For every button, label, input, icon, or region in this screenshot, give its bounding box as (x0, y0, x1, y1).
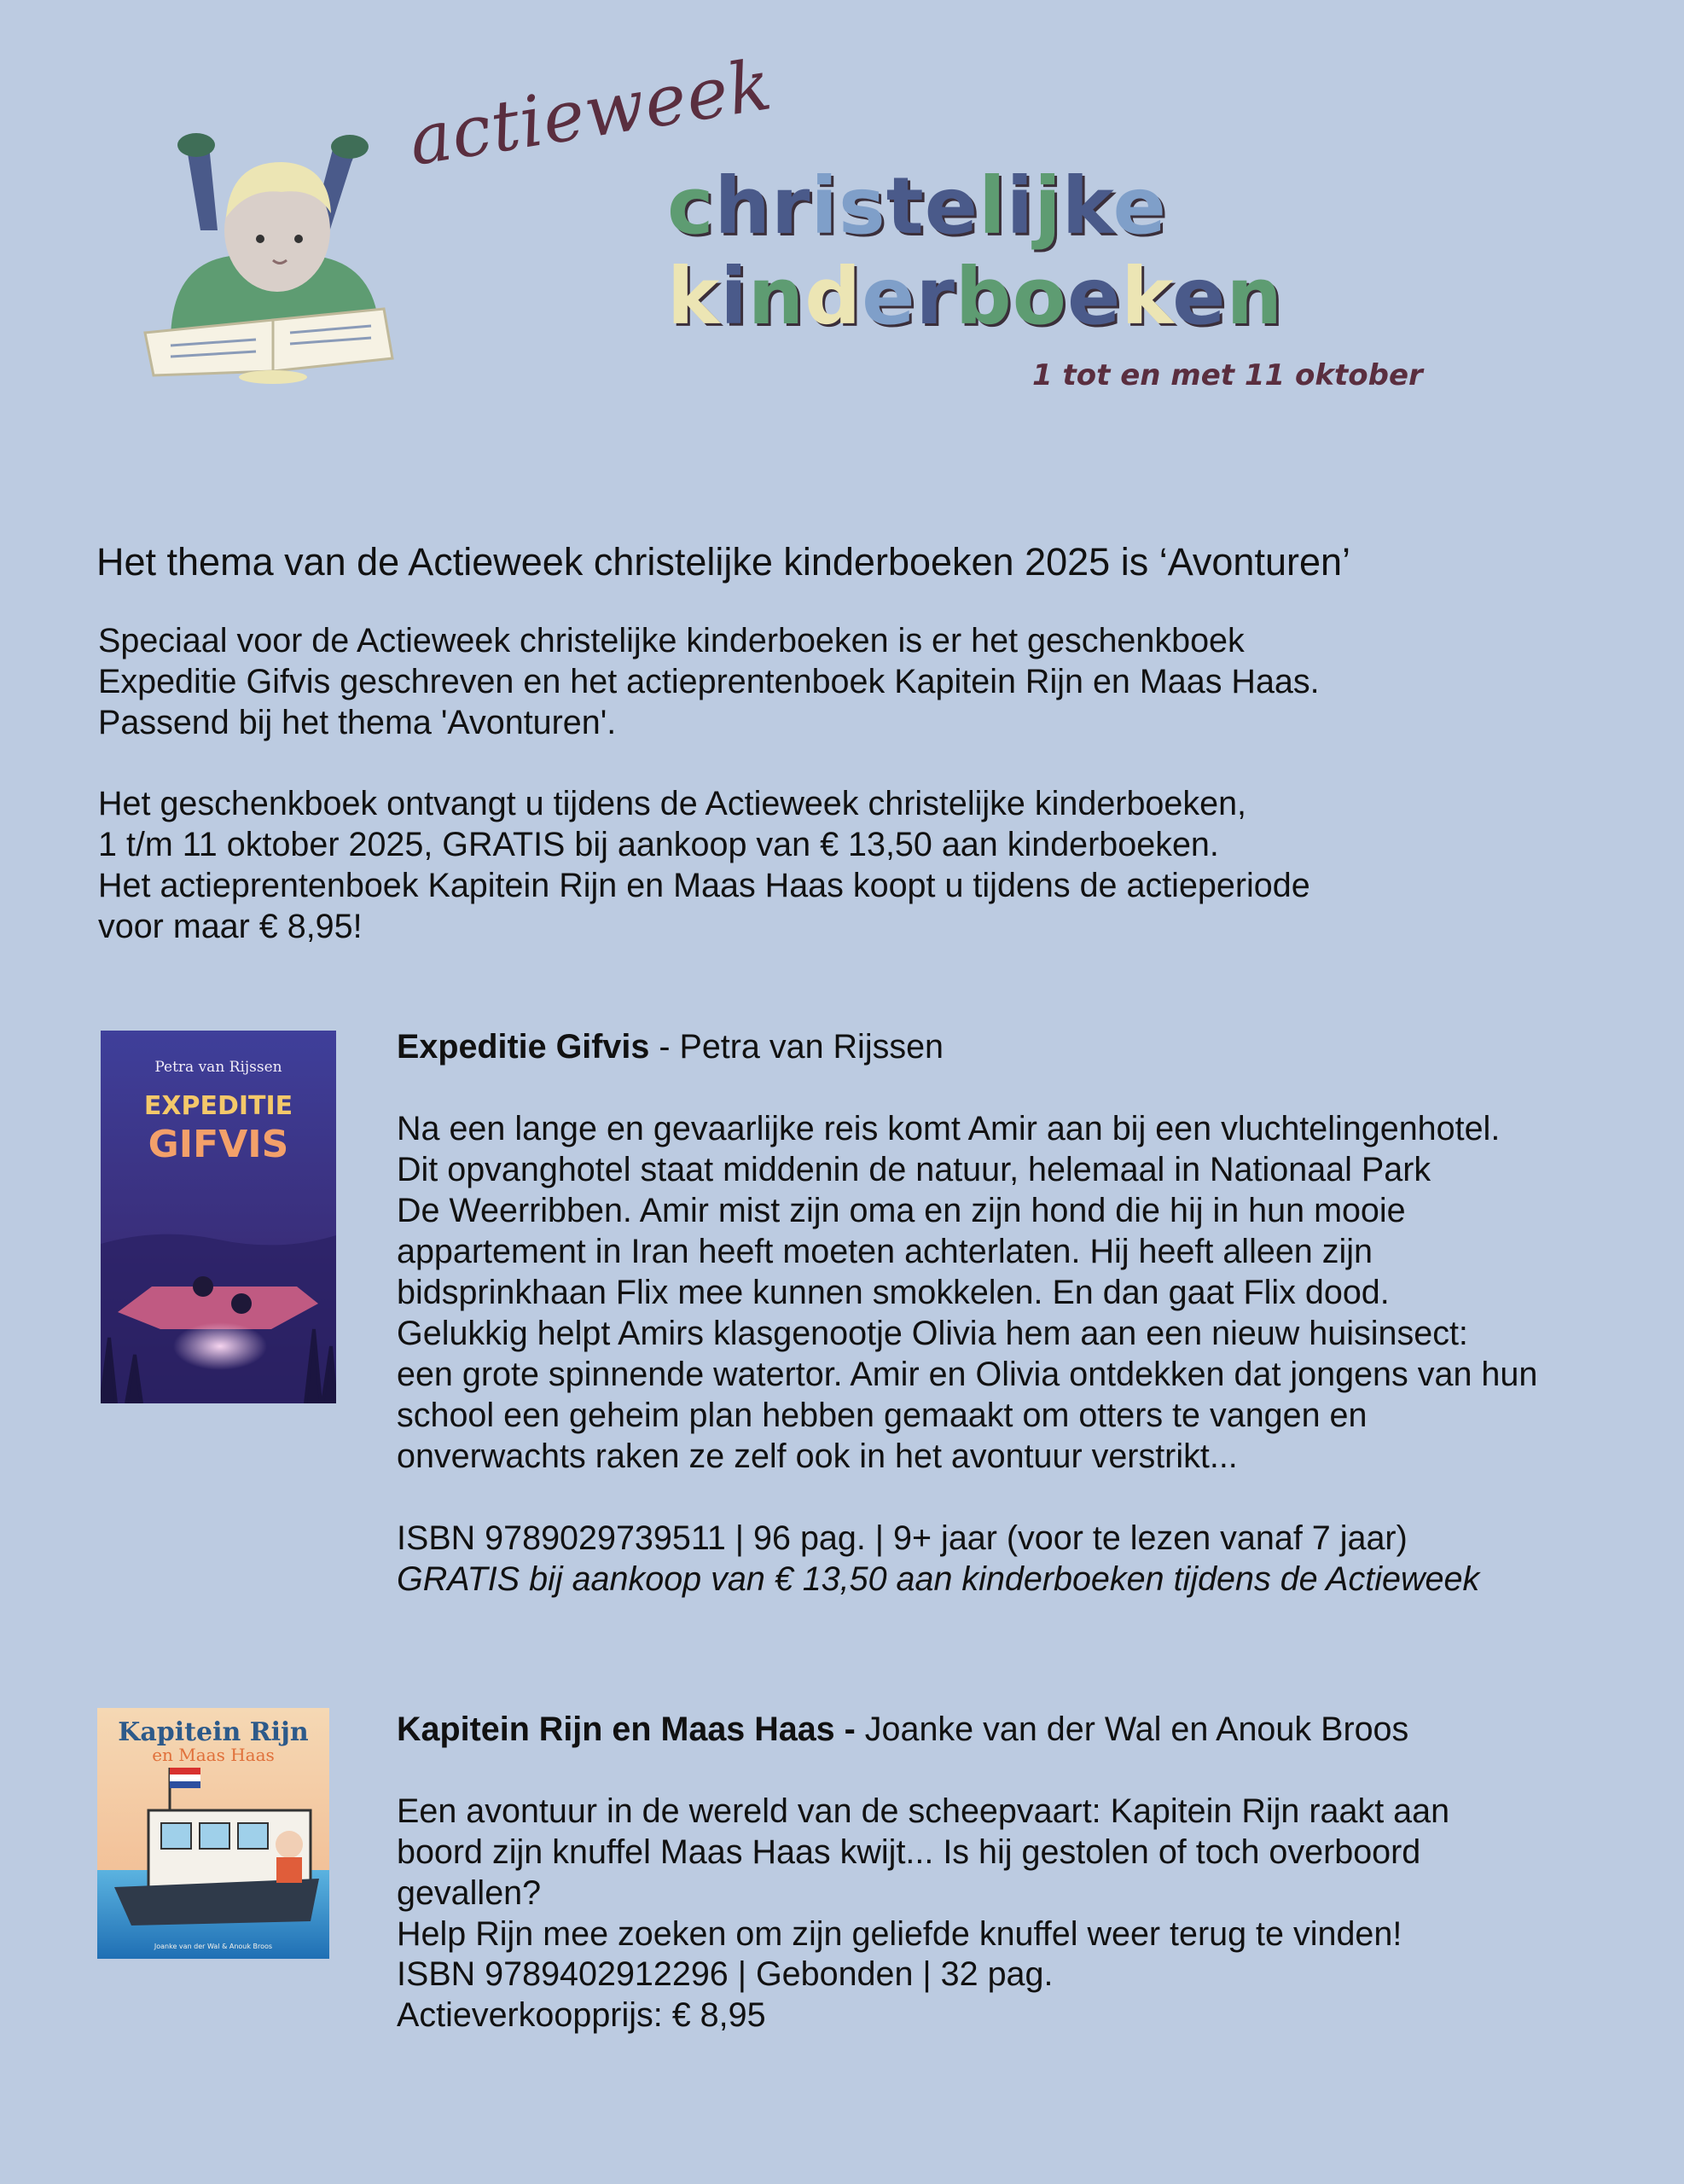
intro-paragraph-2 (98, 783, 1310, 947)
book2-description (397, 1791, 1449, 1955)
book1-heading (397, 1026, 944, 1067)
logo-letter: r (771, 160, 811, 252)
text-line: Een avontuur in de wereld van de scheepvaart: Kapitein Rijn raakt aan (397, 1792, 1450, 1830)
intro-paragraph-1 (98, 620, 1320, 743)
heading-separator (856, 1711, 865, 1748)
logo-letter: i (810, 160, 839, 252)
book2-details (397, 1954, 1053, 2036)
theme-heading: Het thema van de Actieweek christelijke kinderboeken 2025 is ‘Avonturen’ (96, 540, 1351, 584)
logo-letter: k (1121, 251, 1173, 342)
cover-author: Petra van Rijssen (154, 1059, 282, 1076)
logo-letter: b (955, 251, 1013, 342)
cover-authors: Joanke van der Wal & Anouk Broos (154, 1943, 273, 1950)
logo-letter: e (1066, 251, 1122, 342)
book1-description (397, 1108, 1537, 1477)
logo-letter: e (1172, 251, 1227, 342)
text-line: Het geschenkboek ontvangt u tijdens de Actieweek christelijke kinderboeken, (98, 785, 1247, 822)
event-dates: 1 tot en met 11 oktober (1032, 358, 1423, 392)
book-cover-expeditie-gifvis (101, 1031, 336, 1403)
logo-letter: n (1226, 251, 1283, 342)
book-price: Actieverkoopprijs: € 8,95 (397, 1996, 766, 2034)
book-title: Expeditie Gifvis (397, 1028, 650, 1066)
logo-letter: j (1034, 160, 1062, 252)
logo-letter: o (1012, 251, 1067, 342)
book-author: Joanke van der Wal en Anouk Broos (864, 1711, 1409, 1748)
book2-heading (397, 1709, 1408, 1750)
logo-letter: d (804, 251, 862, 342)
text-line: Help Rijn mee zoeken om zijn geliefde knuffel weer terug te vinden! (397, 1915, 1402, 1953)
book-title: Kapitein Rijn en Maas Haas - (397, 1711, 856, 1748)
logo-letter: k (667, 251, 721, 342)
logo-letter: e (924, 160, 979, 252)
text-line: een grote spinnende watertor. Amir en Olivia ontdekken dat jongens van hun (397, 1356, 1538, 1393)
text-line: voor maar € 8,95! (98, 908, 363, 945)
text-line: appartement in Iran heeft moeten achterlaten. Hij heeft alleen zijn (397, 1233, 1373, 1270)
logo-letter: c (667, 160, 715, 252)
text-line: De Weerribben. Amir mist zijn oma en zijn hond die hij in hun mooie (397, 1192, 1406, 1229)
book-isbn-info: ISBN 9789402912296 | Gebonden | 32 pag. (397, 1955, 1054, 1993)
book-offer: GRATIS bij aankoop van € 13,50 aan kinderboeken tijdens de Actieweek (397, 1560, 1480, 1598)
cover-title-line-1: EXPEDITIE (143, 1091, 293, 1121)
logo-letter: l (978, 160, 1007, 252)
text-line: Expeditie Gifvis geschreven en het actieprentenboek Kapitein Rijn en Maas Haas. (98, 663, 1320, 700)
cover-title-line-2: GIFVIS (148, 1123, 289, 1166)
book1-details (397, 1518, 1479, 1600)
book-cover-kapitein-rijn (97, 1708, 329, 1959)
logo-letter: h (714, 160, 772, 252)
logo-letter: s (838, 160, 886, 252)
book-author: Petra van Rijssen (679, 1028, 944, 1066)
text-line: boord zijn knuffel Maas Haas kwijt... Is hij gestolen of toch overboord (397, 1833, 1421, 1871)
logo-letter: t (886, 160, 925, 252)
text-line: Passend bij het thema 'Avonturen'. (98, 704, 617, 741)
book-isbn-info: ISBN 9789029739511 | 96 pag. | 9+ jaar (voor te lezen vanaf 7 jaar) (397, 1519, 1408, 1557)
logo-script-word: actieweek (404, 44, 778, 182)
text-line: Dit opvanghotel staat middenin de natuur, helemaal in Nationaal Park (397, 1151, 1431, 1188)
text-line: gevallen? (397, 1874, 542, 1912)
heading-separator: - (649, 1028, 680, 1066)
text-line: school een geheim plan hebben gemaakt om otters te vangen en (397, 1397, 1368, 1434)
logo-letter: e (1112, 160, 1167, 252)
text-line: Na een lange en gevaarlijke reis komt Amir aan bij een vluchtelingenhotel. (397, 1110, 1501, 1147)
text-line: 1 t/m 11 oktober 2025, GRATIS bij aankoop van € 13,50 aan kinderboeken. (98, 826, 1219, 863)
logo-letter: e (862, 251, 916, 342)
text-line: bidsprinkhaan Flix mee kunnen smokkelen. En dan gaat Flix dood. (397, 1274, 1390, 1311)
logo-letter: i (720, 251, 748, 342)
reading-child-illustration (136, 128, 409, 384)
text-line: Speciaal voor de Actieweek christelijke kinderboeken is er het geschenkboek (98, 622, 1245, 659)
text-line: Gelukkig helpt Amirs klasgenootje Olivia hem aan een nieuw huisinsect: (397, 1315, 1468, 1352)
text-line: Het actieprentenboek Kapitein Rijn en Maas Haas koopt u tijdens de actieperiode (98, 867, 1310, 904)
logo-letter: n (747, 251, 805, 342)
logo-letter: k (1061, 160, 1113, 252)
logo-letter: r (915, 251, 955, 342)
cover-title-line-1: Kapitein Rijn (118, 1717, 309, 1747)
logo-word-christelijke (667, 160, 1167, 252)
logo-word-kinderboeken (667, 251, 1283, 342)
text-line: onverwachts raken ze zelf ook in het avontuur verstrikt... (397, 1438, 1238, 1475)
cover-title-line-2: en Maas Haas (152, 1745, 275, 1765)
logo-letter: i (1006, 160, 1035, 252)
